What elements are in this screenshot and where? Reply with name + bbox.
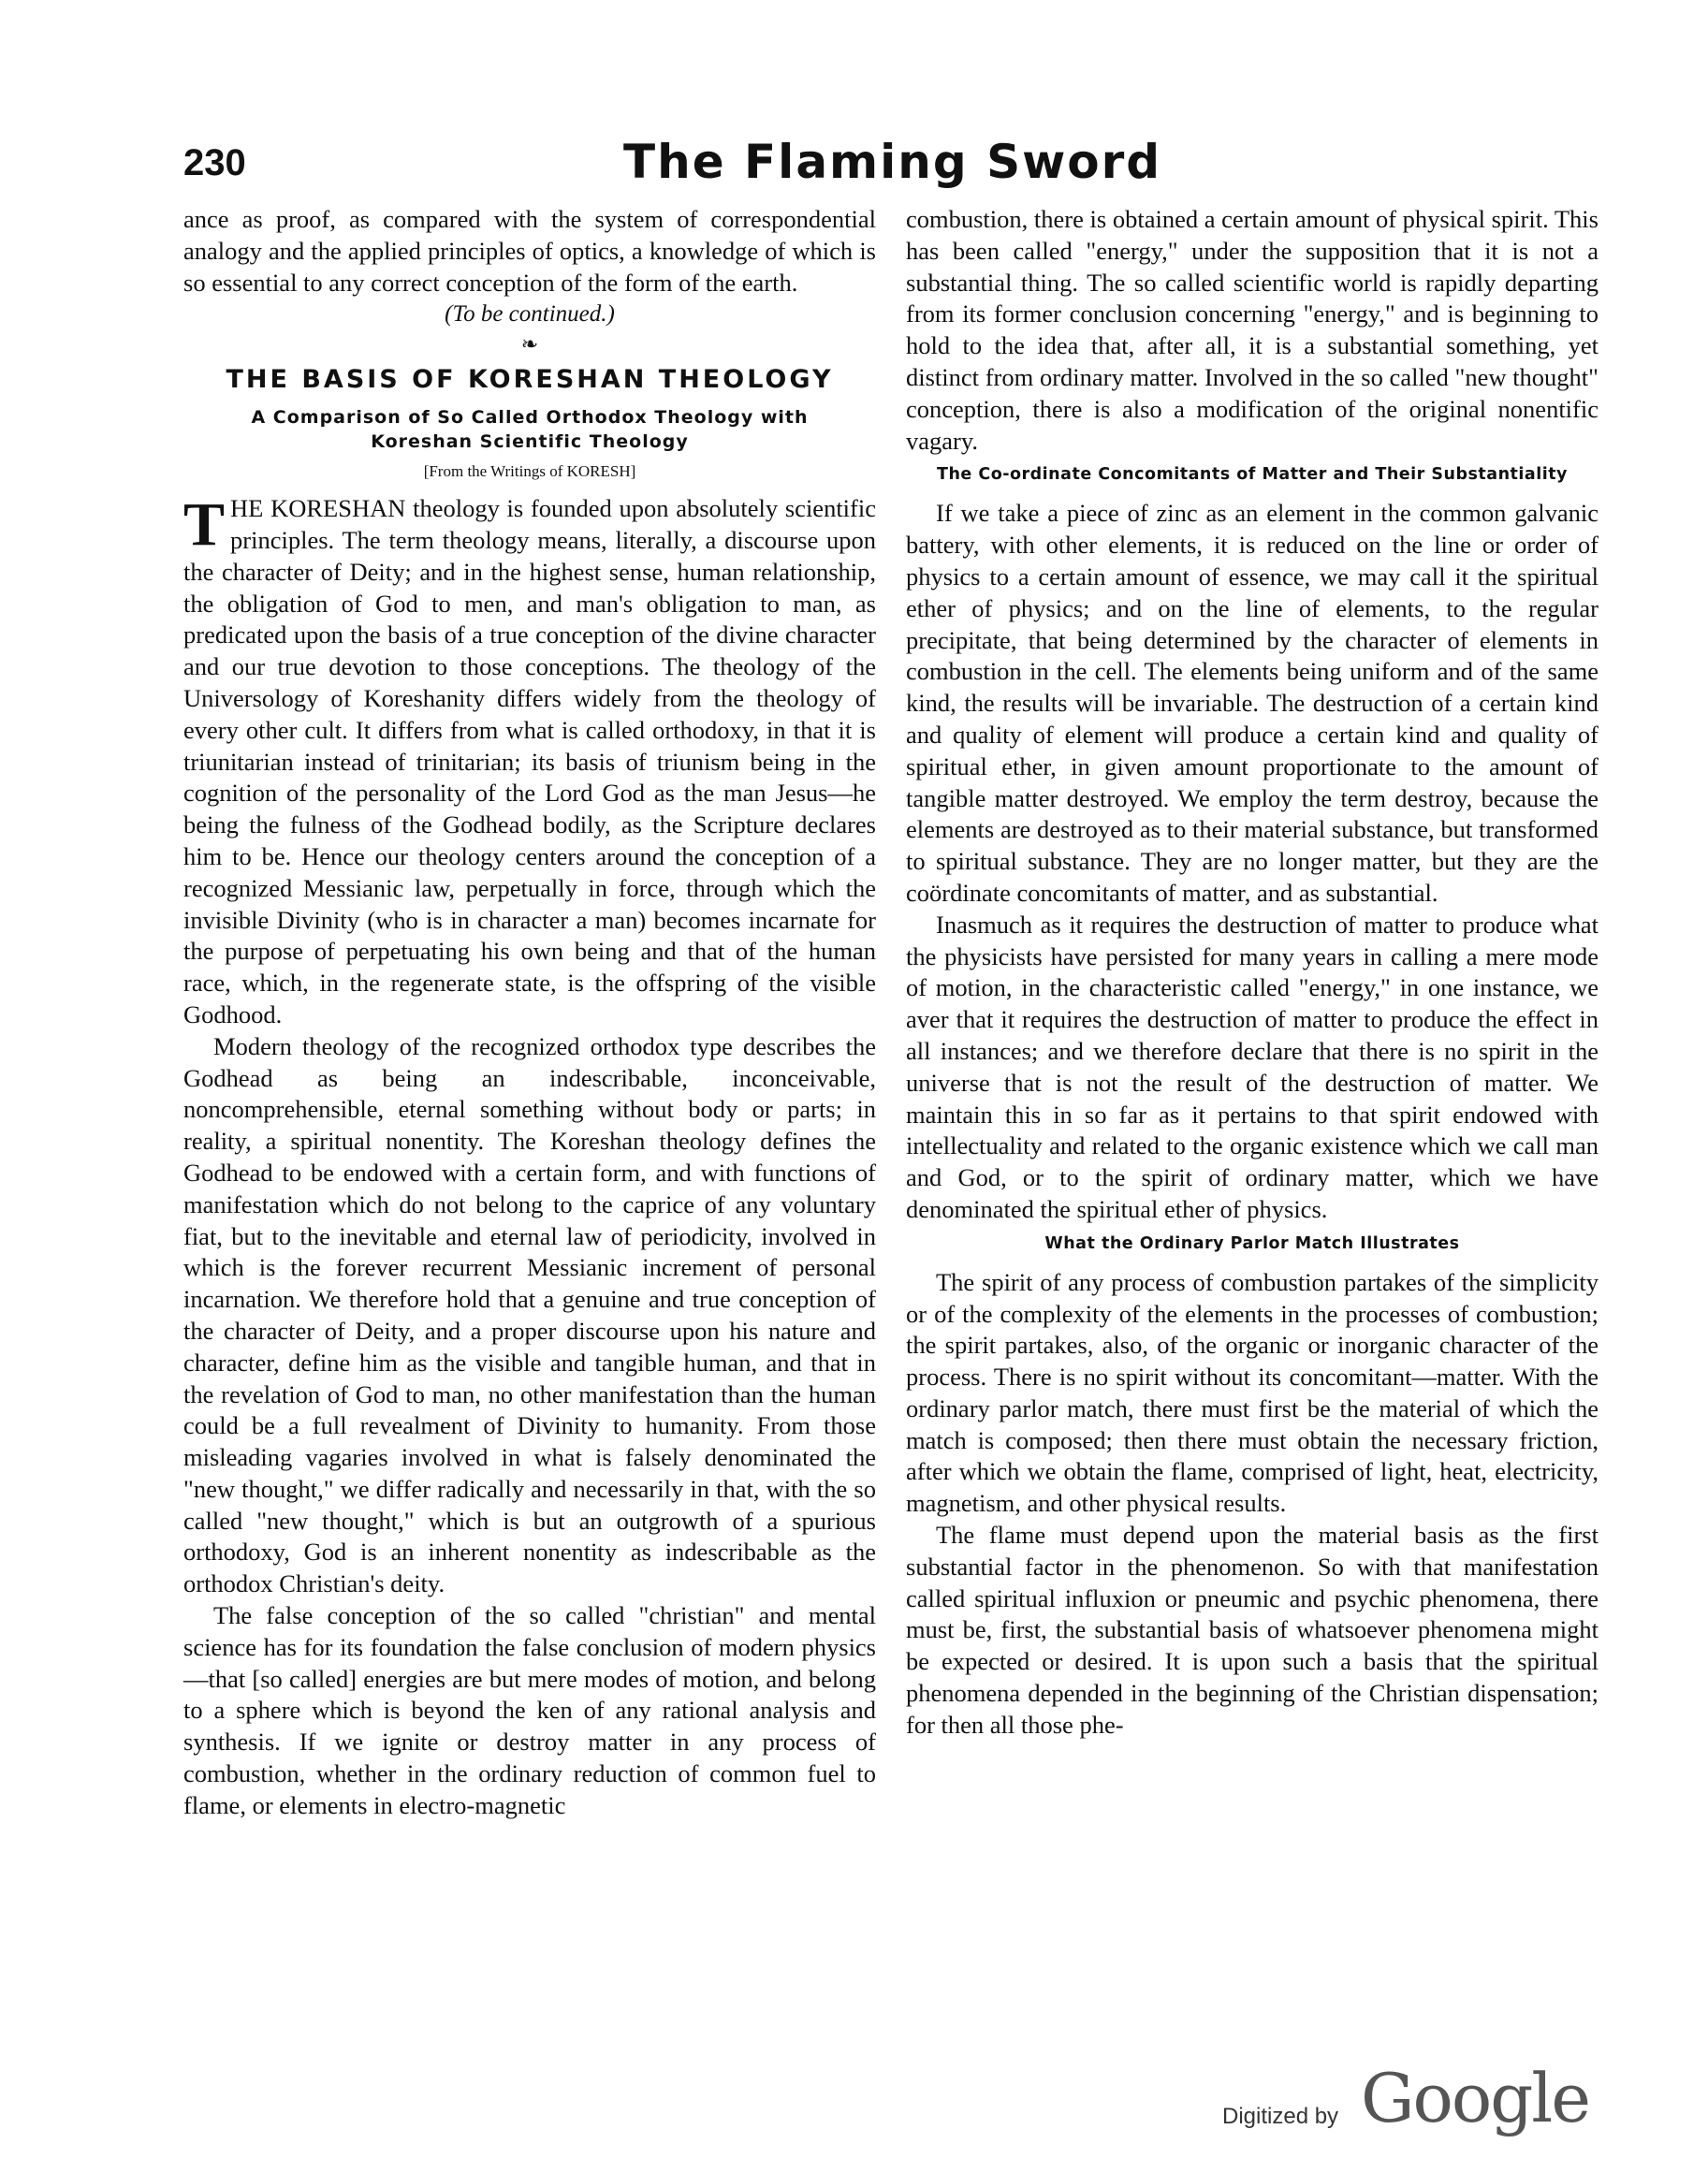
page-number: 230 [183,142,246,183]
body-paragraph: combustion, there is obtained a certain amount of physical spirit. This has been called "energy," under the supposition that it is not a substantial thing. The so called scientific world is rapidly departing from its former conclusion concerning "energy," and is beginning to hold to the idea that, after all, it is a substantial something, yet distinct from ordinary matter. Involved in the so called "new thought" conception, there is also a modification of the original nonentific vagary. [906,205,1599,455]
article-subtitle: A Comparison of So Called Orthodox Theology with Koreshan Scientific Theology [251,407,809,453]
left-column [183,204,876,1822]
watermark-prefix: Digitized by [1222,2104,1339,2129]
ornament-icon: ❧ [520,332,539,357]
paragraph-text: HE KORESHAN theology is founded upon absolutely scientific principles. The term theology means, literally, a discourse upon the character of Deity; and in the highest sense, human relationship, the obligation of God to men, and man's obligation to man, as predicated upon the basis of a true conception of the divine character and our true devotion to those conceptions. The theology of the Universology of Koreshanity differs widely from the theology of every other cult. It differs from what is called orthodoxy, in that it is triunitarian instead of trinitarian; its basis of triunism being in the cognition of the personality of the Lord God as the man Jesus—he being the fulness of the Godhead bodily, as the Scripture declares him to be. Hence our theology centers around the conception of a recognized Messianic law, perpetually in force, through which the invisible Divinity (who is in character a man) becomes incarnate for the purpose of perpetuating his own being and that of the human race, which, in the regenerate state, is the offspring of the visible Godhood. [183,494,876,1028]
section-heading: The Co-ordinate Concomitants of Matter and Their Substantiality [937,465,1568,485]
article-source: [From the Writings of KORESH] [423,462,636,481]
digitized-watermark [1222,2059,1615,2151]
body-paragraph [183,490,876,1031]
body-paragraph: The false conception of the so called "christian" and mental science has for its foundation the false conclusion of modern physics—that [so called] energies are but mere modes of motion, and belong to a sphere which is beyond the ken of any rational analysis and synthesis. If we ignite or destroy matter in any process of combustion, whether in the ordinary reduction of common fuel to flame, or elements in electro-magnetic [183,1601,876,1819]
running-title: The Flaming Sword [623,135,1162,189]
google-logo: Google [1361,2059,1589,2137]
body-paragraph: Modern theology of the recognized orthodox type describes the Godhead as being an indescribable, inconceivable, noncomprehensible, eternal something without body or parts; in reality, a spiritual nonentity. The Koreshan theology defines the Godhead to be endowed with a certain form, and with functions of manifestation which do not belong to the caprice of any voluntary fiat, but to the inevitable and eternal law of periodicity, involved in which is the forever recurrent Messianic increment of personal incarnation. We therefore hold that a genuine and true conception of the character of Deity, and a proper discourse upon his nature and character, define him as the visible and tangible human, and that in the revelation of God to man, no other manifestation than the human could be a full revealment of Divinity to humanity. From those misleading vagaries involved in what is falsely denominated the "new thought," we differ radically and necessarily in that, with the so called "new thought," which is but an outgrowth of a spurious orthodoxy, God is an inherent nonentity as indescribable as the orthodox Christian's deity. [183,1031,876,1598]
body-paragraph: The spirit of any process of combustion partakes of the simplicity or of the complexity of the elements in the processes of combustion; the spirit partakes, also, of the organic or inorganic character of the process. There is no spirit without its concomitant—matter. With the ordinary parlor match, there must first be the material of which the match is composed; then there must obtain the necessary friction, after which we obtain the flame, comprised of light, heat, electricity, magnetism, and other physical results. [906,1267,1599,1518]
to-be-continued: (To be continued.) [445,301,615,328]
body-paragraph: Inasmuch as it requires the destruction of matter to produce what the physicists have persisted for many years in calling a mere mode of motion, in the characteristic called "energy," in one instance, we aver that it requires the destruction of matter to produce the effect in all instances; and we therefore declare that there is no spirit in the universe that is not the result of the destruction of matter. We maintain this in so far as it pertains to that spirit endowed with intellectuality and related to the organic existence which we call man and God, or to the spirit of ordinary matter, which we have denominated the spiritual ether of physics. [906,910,1599,1223]
body-paragraph: If we take a piece of zinc as an element in the common galvanic battery, with other elements, it is reduced on the line or order of physics to a certain amount of essence, we may call it the spiritual ether of physics; and on the line of elements, to the regular precipitate, that being determined by the character of elements in combustion in the cell. The elements being uniform and of the same kind, the results will be invariable. The destruction of a certain kind and quality of element will produce a certain kind and quality of spiritual ether, in given amount proportionate to the amount of tangible matter destroyed. We employ the term destroy, because the elements are destroyed as to their material substance, but transformed to spiritual substance. They are no longer matter, but they are the coördinate concomitants of matter, and as substantial. [906,499,1599,907]
section-heading: What the Ordinary Parlor Match Illustrates [1044,1233,1460,1253]
continuation-paragraph: ance as proof, as compared with the system of correspondential analogy and the applied principles of optics, a knowledge of which is so essential to any correct conception of the form of the earth. [183,205,876,297]
drop-cap: T [183,490,226,560]
page-header [183,135,1587,197]
body-paragraph: The flame must depend upon the material basis as the first substantial factor in the phenomenon. So with that manifestation called spiritual influxion or pneumic and psychic phenomena, there must be, first, the substantial basis of whatsoever phenomena might be expected or desired. It is upon such a basis that the spiritual phenomena depended in the beginning of the Christian dispensation; for then all those phe- [906,1521,1599,1739]
right-column [906,204,1599,1742]
article-title: THE BASIS OF KORESHAN THEOLOGY [226,365,834,395]
